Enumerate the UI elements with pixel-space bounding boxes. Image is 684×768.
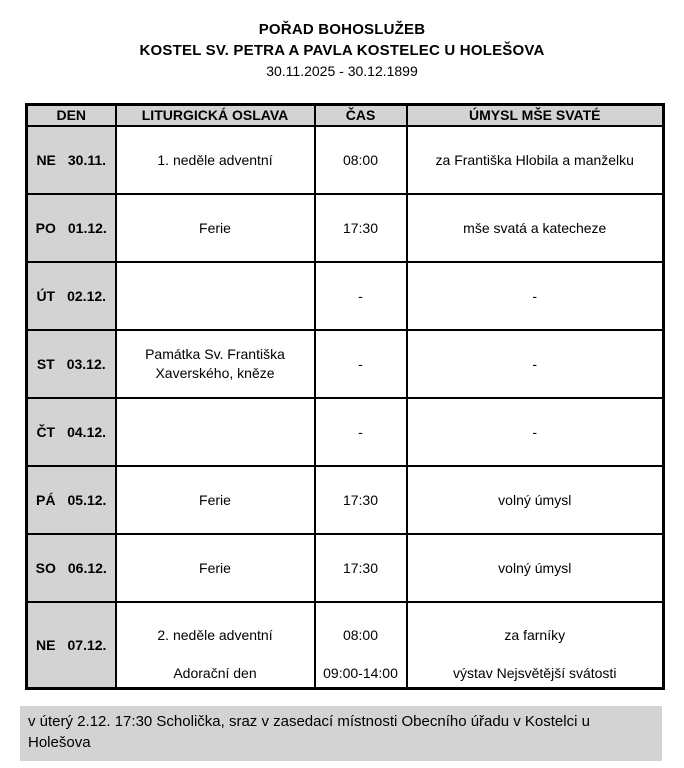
intention-line: za farníky xyxy=(504,626,566,643)
column-header-time: ČAS xyxy=(315,105,407,127)
liturgy-line: Ferie xyxy=(199,219,231,236)
cell-intention xyxy=(407,330,664,398)
day-date: 01.12. xyxy=(67,220,107,236)
time-line: 09:00-14:00 xyxy=(323,664,398,681)
liturgy-line: Ferie xyxy=(199,559,231,576)
day-date: 04.12. xyxy=(67,424,107,440)
table-row xyxy=(27,194,664,262)
cell-lines xyxy=(117,559,314,578)
cell-liturgy xyxy=(116,126,315,194)
cell-lines xyxy=(408,559,663,578)
cell-lines xyxy=(408,604,663,686)
cell-day xyxy=(27,466,116,534)
liturgy-line: 2. neděle adventní xyxy=(157,626,273,643)
day-abbr: ST xyxy=(36,356,55,372)
cell-lines xyxy=(316,287,406,306)
intention-line: mše svatá a katecheze xyxy=(463,219,607,236)
table-row xyxy=(27,398,664,466)
schedule-table xyxy=(25,103,665,690)
cell-day xyxy=(27,126,116,194)
cell-liturgy xyxy=(116,466,315,534)
cell-day xyxy=(27,534,116,602)
day-date: 05.12. xyxy=(67,492,107,508)
cell-lines xyxy=(316,219,406,238)
cell-intention xyxy=(407,534,664,602)
column-header-intention: ÚMYSL MŠE SVATÉ xyxy=(407,105,664,127)
day-abbr: NE xyxy=(36,152,56,168)
time-line: 17:30 xyxy=(342,559,379,576)
cell-liturgy xyxy=(116,602,315,688)
cell-liturgy xyxy=(116,330,315,398)
liturgy-line: 1. neděle adventní xyxy=(157,151,273,168)
cell-lines xyxy=(117,219,314,238)
table-row xyxy=(27,330,664,398)
cell-lines xyxy=(316,559,406,578)
cell-lines xyxy=(408,151,663,170)
cell-day xyxy=(27,262,116,330)
document-subtitle: KOSTEL SV. PETRA A PAVLA KOSTELEC U HOLEŠOVA xyxy=(139,42,545,59)
time-line: 17:30 xyxy=(342,219,379,236)
cell-time xyxy=(315,126,407,194)
cell-liturgy xyxy=(116,194,315,262)
day-abbr: ÚT xyxy=(36,288,56,304)
cell-liturgy xyxy=(116,534,315,602)
document-title: POŘAD BOHOSLUŽEB xyxy=(258,21,426,38)
cell-day xyxy=(27,330,116,398)
cell-intention xyxy=(407,398,664,466)
intention-line: - xyxy=(532,423,538,440)
time-line: - xyxy=(358,423,363,440)
cell-liturgy xyxy=(116,262,315,330)
day-date: 06.12. xyxy=(67,560,107,576)
cell-intention xyxy=(407,262,664,330)
day-date: 03.12. xyxy=(66,356,106,372)
table-row xyxy=(27,126,664,194)
day-date: 02.12. xyxy=(67,288,107,304)
time-line: - xyxy=(358,355,363,372)
cell-time xyxy=(315,194,407,262)
time-line: - xyxy=(358,287,363,304)
table-row xyxy=(27,466,664,534)
cell-intention xyxy=(407,194,664,262)
day-date: 07.12. xyxy=(67,636,107,653)
intention-line: - xyxy=(532,287,538,304)
intention-line: za Františka Hlobila a manželku xyxy=(435,151,634,168)
intention-line: volný úmysl xyxy=(498,491,572,508)
intention-line: výstav Nejsvětější svátosti xyxy=(453,664,617,681)
table-header-row xyxy=(27,105,664,127)
footer-note: v úterý 2.12. 17:30 Scholička, sraz v zasedací místnosti Obecního úřadu v Kostelci u Holešova xyxy=(20,706,662,761)
day-abbr: SO xyxy=(35,560,56,576)
table-row xyxy=(27,262,664,330)
table-row xyxy=(27,534,664,602)
liturgy-line: Ferie xyxy=(199,491,231,508)
cell-lines xyxy=(117,604,314,686)
cell-time xyxy=(315,466,407,534)
cell-lines xyxy=(316,604,406,686)
cell-lines xyxy=(117,491,314,510)
cell-intention xyxy=(407,602,664,688)
date-range: 30.11.2025 - 30.12.1899 xyxy=(266,63,418,79)
time-line: 08:00 xyxy=(342,151,379,168)
cell-day xyxy=(27,602,116,688)
table-row xyxy=(27,602,664,688)
cell-time xyxy=(315,262,407,330)
time-line: 17:30 xyxy=(342,491,379,508)
cell-lines xyxy=(316,491,406,510)
liturgy-line: Památka Sv. Františka Xaverského, kněze xyxy=(145,346,285,381)
day-abbr: PÁ xyxy=(36,492,56,508)
table-body xyxy=(27,126,664,688)
intention-line: volný úmysl xyxy=(498,559,572,576)
day-abbr: PO xyxy=(35,220,56,236)
cell-liturgy xyxy=(116,398,315,466)
cell-intention xyxy=(407,466,664,534)
column-header-day: DEN xyxy=(27,105,116,127)
cell-lines xyxy=(316,423,406,442)
cell-lines xyxy=(408,491,663,510)
day-abbr: NE xyxy=(36,636,56,653)
liturgy-line: Adorační den xyxy=(173,664,257,681)
day-abbr: ČT xyxy=(36,424,56,440)
cell-day xyxy=(27,194,116,262)
intention-line: - xyxy=(532,355,538,372)
cell-time xyxy=(315,534,407,602)
cell-time xyxy=(315,330,407,398)
cell-time xyxy=(315,602,407,688)
time-line: 08:00 xyxy=(342,626,379,643)
cell-lines xyxy=(408,355,663,374)
cell-lines xyxy=(408,287,663,306)
cell-lines xyxy=(316,355,406,374)
day-date: 30.11. xyxy=(67,152,107,168)
cell-lines xyxy=(316,151,406,170)
document-header xyxy=(0,0,684,82)
cell-lines xyxy=(408,219,663,238)
cell-time xyxy=(315,398,407,466)
cell-lines xyxy=(117,151,314,170)
cell-lines xyxy=(408,423,663,442)
cell-day xyxy=(27,398,116,466)
cell-intention xyxy=(407,126,664,194)
cell-lines xyxy=(117,345,314,383)
column-header-liturgy: LITURGICKÁ OSLAVA xyxy=(116,105,315,127)
